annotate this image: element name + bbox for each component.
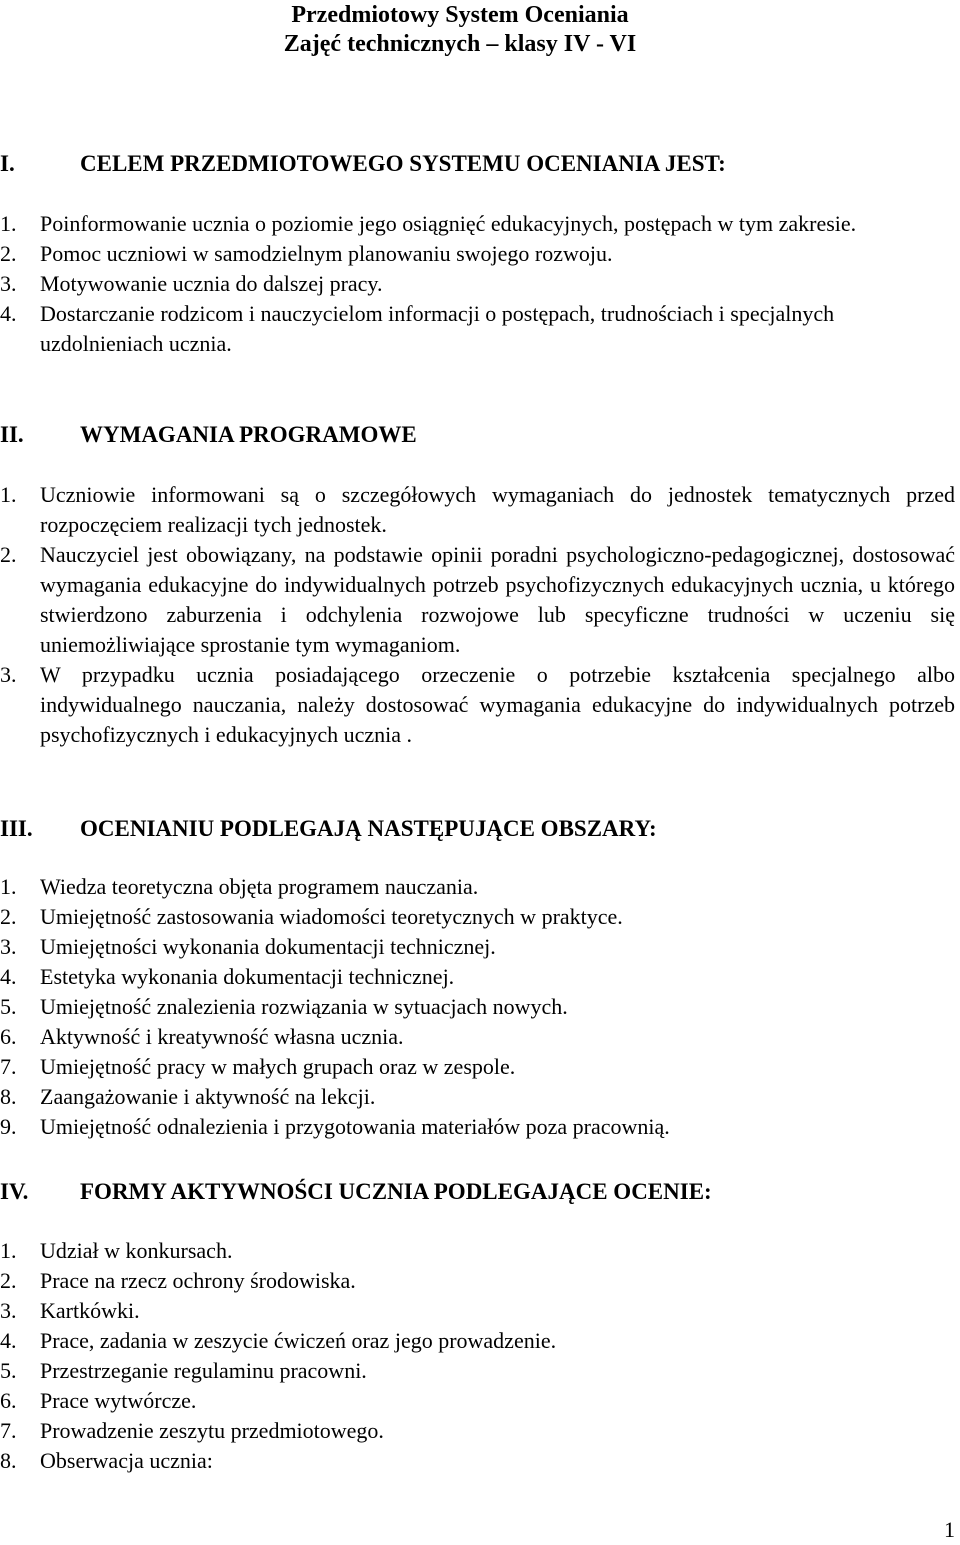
item-number: 2. [0,241,17,266]
item-number: 3. [0,1298,17,1323]
item-number: 7. [0,1054,17,1079]
item-text: Prace, zadania w zeszycie ćwiczeń oraz jego prowadzenie. [40,1328,557,1353]
item-number: 2. [0,542,17,567]
section-title: OCENIANIU PODLEGAJĄ NASTĘPUJĄCE OBSZARY: [80,816,657,841]
list-item [0,872,955,902]
list-item [0,299,925,359]
item-number: 1. [0,874,17,899]
item-number: 3. [0,662,17,687]
list-item [0,1326,955,1356]
item-text: Udział w konkursach. [40,1238,233,1263]
item-text: W przypadku ucznia posiadającego orzeczenie o potrzebie kształcenia specjalnego albo indywidualnego nauczania, należy dostosować wymagania edukacyjne do indywidualnych potrzeb psychofizycznych i edukacyjnych ucznia . [40,662,955,747]
list-item [0,1266,955,1296]
item-number: 6. [0,1024,17,1049]
item-text: Umiejętność zastosowania wiadomości teoretycznych w praktyce. [40,904,623,929]
section-number: III. [0,816,33,841]
list-item [0,962,955,992]
list-item [0,1296,955,1326]
list-item [0,932,955,962]
item-number: 3. [0,934,17,959]
item-number: 5. [0,1358,17,1383]
item-number: 9. [0,1114,17,1139]
item-text: Uczniowie informowani są o szczegółowych wymaganiach do jednostek tematycznych przed rozpoczęciem realizacji tych jednostek. [40,482,955,537]
item-text: Umiejętność znalezienia rozwiązania w sytuacjach nowych. [40,994,568,1019]
item-text: Estetyka wykonania dokumentacji technicznej. [40,964,455,989]
list-item [0,1236,955,1266]
list-item [0,540,955,660]
item-number: 3. [0,271,17,296]
item-number: 7. [0,1418,17,1443]
item-text: Wiedza teoretyczna objęta programem nauczania. [40,874,479,899]
section-heading-2 [0,420,417,450]
item-number: 2. [0,1268,17,1293]
item-number: 1. [0,1238,17,1263]
list-item [0,1386,955,1416]
list-item [0,1112,955,1142]
item-text: Prowadzenie zeszytu przedmiotowego. [40,1418,384,1443]
section-number: II. [0,422,24,447]
section-number: IV. [0,1179,29,1204]
item-text: Motywowanie ucznia do dalszej pracy. [40,271,383,296]
list-item [0,480,955,540]
page-number: 1 [944,1517,955,1542]
item-text: Aktywność i kreatywność własna ucznia. [40,1024,404,1049]
item-number: 8. [0,1084,17,1109]
list-item [0,902,955,932]
item-number: 4. [0,1328,17,1353]
list-item [0,209,925,239]
section-4-list [0,1236,955,1476]
item-text: Kartkówki. [40,1298,140,1323]
list-item [0,1082,955,1112]
item-text: Umiejętność pracy w małych grupach oraz w zespole. [40,1054,516,1079]
item-number: 1. [0,482,17,507]
section-title: FORMY AKTYWNOŚCI UCZNIA PODLEGAJĄCE OCENIE: [80,1179,712,1204]
section-heading-4 [0,1177,712,1207]
list-item [0,1416,955,1446]
section-heading-1 [0,149,726,179]
list-item [0,660,955,750]
item-text: Przestrzeganie regulaminu pracowni. [40,1358,367,1383]
item-number: 4. [0,964,17,989]
section-2-list [0,480,955,750]
section-3-list [0,872,955,1142]
document-subtitle: Zajęć technicznych – klasy IV - VI [283,31,637,57]
section-1-list [0,209,925,359]
item-text: Prace na rzecz ochrony środowiska. [40,1268,356,1293]
section-heading-3 [0,814,657,844]
item-text: Poinformowanie ucznia o poziomie jego osiągnięć edukacyjnych, postępach w tym zakresie. [40,211,857,236]
list-item [0,992,955,1022]
item-number: 8. [0,1448,17,1473]
section-title: CELEM PRZEDMIOTOWEGO SYSTEMU OCENIANIA JEST: [80,151,726,176]
section-title: WYMAGANIA PROGRAMOWE [80,422,417,447]
item-number: 4. [0,301,17,326]
item-text: Umiejętności wykonania dokumentacji technicznej. [40,934,496,959]
list-item [0,239,925,269]
item-text: Obserwacja ucznia: [40,1448,213,1473]
list-item [0,269,925,299]
list-item [0,1022,955,1052]
item-number: 6. [0,1388,17,1413]
item-text: Prace wytwórcze. [40,1388,197,1413]
section-number: I. [0,151,15,176]
item-text: Umiejętność odnalezienia i przygotowania materiałów poza pracownią. [40,1114,670,1139]
item-text: Pomoc uczniowi w samodzielnym planowaniu swojego rozwoju. [40,241,613,266]
item-number: 5. [0,994,17,1019]
item-text: Zaangażowanie i aktywność na lekcji. [40,1084,376,1109]
item-text: Dostarczanie rodzicom i nauczycielom informacji o postępach, trudnościach i specjalnych uzdolnieniach ucznia. [40,301,835,356]
list-item [0,1356,955,1386]
list-item [0,1052,955,1082]
list-item [0,1446,955,1476]
document-title: Przedmiotowy System Oceniania [291,2,629,28]
item-number: 1. [0,211,17,236]
item-text: Nauczyciel jest obowiązany, na podstawie opinii poradni psychologiczno-pedagogicznej, dostosować wymagania edukacyjne do indywidualnych potrzeb psychofizycznych edukacyjnych ucznia, u którego stwierdzono zaburzenia i odchylenia rozwojowe lub specyficzne trudności w uczeniu się uniemożliwiające sprostanie tym wymaganiom. [40,542,955,657]
item-number: 2. [0,904,17,929]
